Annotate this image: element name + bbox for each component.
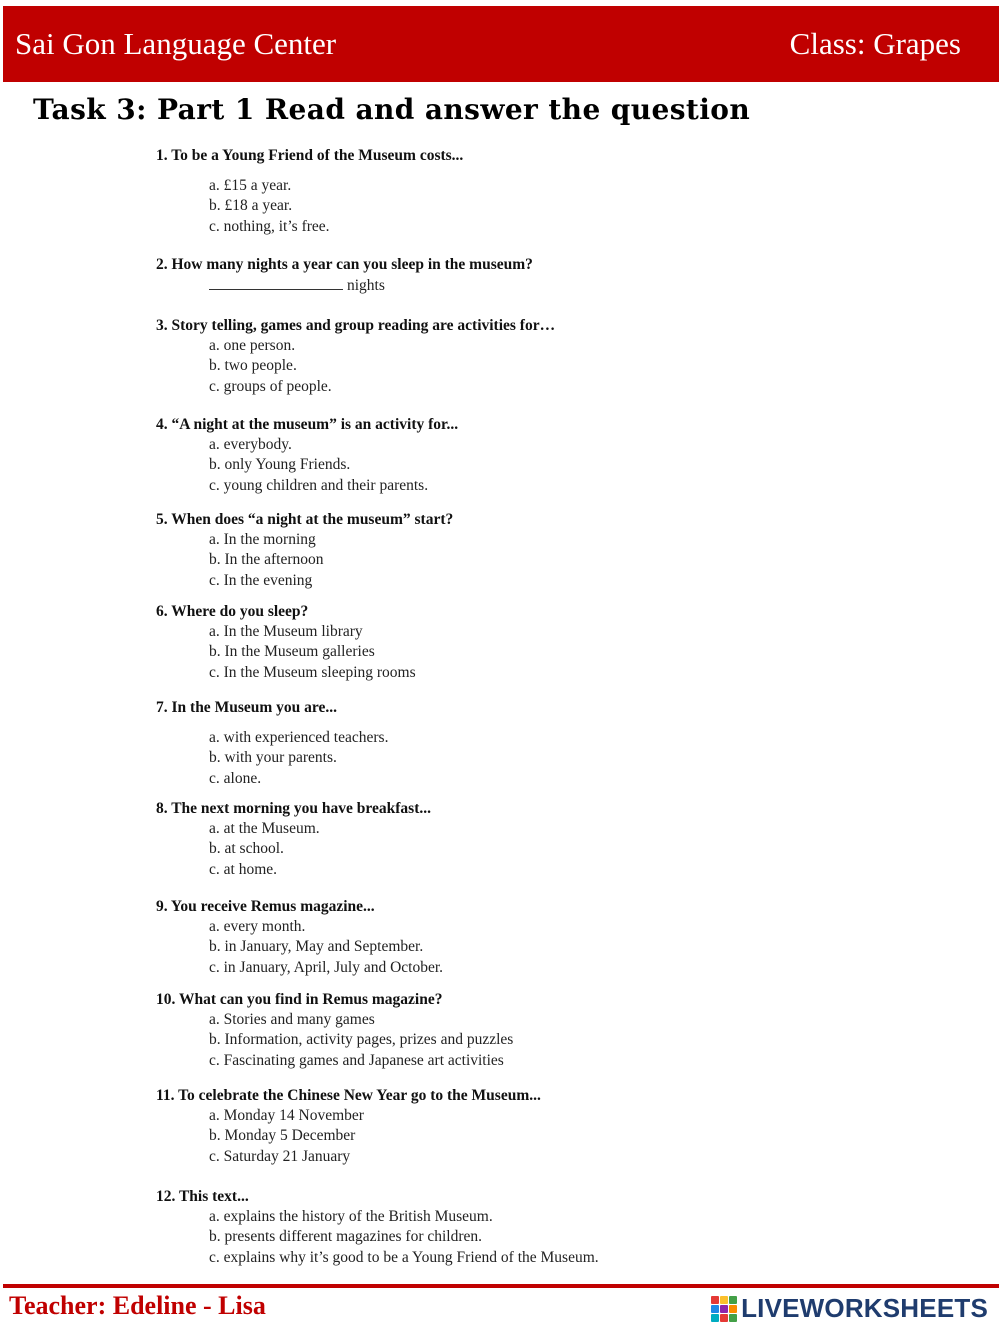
option-a[interactable]: a. Stories and many games	[209, 1011, 375, 1028]
question-text: 6. Where do you sleep?	[156, 603, 309, 620]
question-11	[156, 1086, 856, 1167]
question-text: 1. To be a Young Friend of the Museum costs...	[156, 147, 464, 164]
question-2	[156, 255, 856, 296]
logo-tile	[720, 1305, 728, 1313]
question-text: 12. This text...	[156, 1188, 249, 1205]
option-b[interactable]: b. presents different magazines for children.	[209, 1228, 483, 1246]
logo-tile	[711, 1296, 719, 1304]
question-7	[156, 698, 856, 789]
option-c[interactable]: c. Saturday 21 January	[209, 1147, 351, 1165]
question-text: 11. To celebrate the Chinese New Year go to the Museum...	[156, 1087, 541, 1104]
option-c[interactable]: c. explains why it’s good to be a Young Friend of the Museum.	[209, 1248, 599, 1266]
option-b[interactable]: b. Information, activity pages, prizes and puzzles	[209, 1031, 514, 1049]
options-list	[156, 917, 856, 978]
option-b[interactable]: b. In the Museum galleries	[209, 643, 375, 661]
liveworksheets-grid-icon	[711, 1296, 737, 1322]
options-list	[156, 622, 856, 683]
liveworksheets-wordmark: LIVEWORKSHEETS	[741, 1293, 988, 1323]
logo-tile	[729, 1296, 737, 1304]
options-list	[156, 1106, 856, 1167]
option-c[interactable]: c. in January, April, July and October.	[209, 958, 444, 976]
option-b[interactable]: b. only Young Friends.	[209, 456, 351, 474]
option-b[interactable]: b. two people.	[209, 357, 297, 375]
question-text: 10. What can you find in Remus magazine?	[156, 991, 443, 1008]
task-title: Task 3: Part 1 Read and answer the question	[33, 93, 751, 126]
options-list	[156, 728, 856, 789]
logo-tile	[729, 1305, 737, 1313]
question-text: 4. “A night at the museum” is an activity for...	[156, 416, 459, 433]
question-text: 7. In the Museum you are...	[156, 699, 337, 716]
option-c[interactable]: c. young children and their parents.	[209, 476, 429, 494]
logo-tile	[711, 1305, 719, 1313]
logo-tile	[711, 1314, 719, 1322]
option-a[interactable]: a. explains the history of the British Museum.	[209, 1208, 493, 1225]
option-c[interactable]: c. alone.	[209, 769, 262, 787]
options-list	[156, 1010, 856, 1071]
option-c[interactable]: c. nothing, it’s free.	[209, 217, 330, 235]
option-b[interactable]: b. in January, May and September.	[209, 938, 424, 956]
question-6	[156, 602, 856, 683]
question-4	[156, 415, 856, 496]
teacher-name: Teacher: Edeline - Lisa	[9, 1291, 266, 1320]
option-c[interactable]: c. Fascinating games and Japanese art activities	[209, 1051, 504, 1069]
liveworksheets-logo	[711, 1293, 988, 1324]
option-a[interactable]: a. Monday 14 November	[209, 1107, 364, 1124]
options-list	[156, 530, 856, 591]
logo-tile	[729, 1314, 737, 1322]
option-b[interactable]: b. In the afternoon	[209, 551, 324, 569]
options-list	[156, 176, 856, 237]
option-c[interactable]: c. In the evening	[209, 571, 313, 589]
question-text: 5. When does “a night at the museum” start?	[156, 511, 454, 528]
question-8	[156, 799, 856, 880]
option-a[interactable]: a. In the morning	[209, 531, 316, 548]
option-b[interactable]: b. £18 a year.	[209, 197, 293, 215]
question-text: 9. You receive Remus magazine...	[156, 898, 375, 915]
option-a[interactable]: a. at the Museum.	[209, 820, 320, 837]
answer-line	[156, 275, 856, 296]
option-a[interactable]: a. one person.	[209, 337, 296, 354]
school-name: Sai Gon Language Center	[15, 26, 337, 61]
question-12	[156, 1187, 856, 1268]
option-c[interactable]: c. at home.	[209, 860, 278, 878]
logo-tile	[720, 1296, 728, 1304]
option-a[interactable]: a. every month.	[209, 918, 306, 935]
option-c[interactable]: c. In the Museum sleeping rooms	[209, 663, 416, 681]
answer-suffix: nights	[347, 277, 385, 294]
option-a[interactable]: a. In the Museum library	[209, 623, 363, 640]
question-1	[156, 146, 856, 237]
question-3	[156, 316, 856, 397]
question-text: 2. How many nights a year can you sleep in the museum?	[156, 256, 533, 273]
question-10	[156, 990, 856, 1071]
option-a[interactable]: a. £15 a year.	[209, 177, 292, 194]
options-list	[156, 819, 856, 880]
question-text: 3. Story telling, games and group reading are activities for…	[156, 317, 556, 334]
class-label: Class: Grapes	[789, 26, 961, 61]
options-list	[156, 1207, 856, 1268]
option-b[interactable]: b. at school.	[209, 840, 284, 858]
options-list	[156, 435, 856, 496]
option-b[interactable]: b. with your parents.	[209, 749, 337, 767]
question-9	[156, 897, 856, 978]
answer-blank[interactable]	[209, 275, 343, 290]
footer-divider	[3, 1284, 999, 1288]
question-text: 8. The next morning you have breakfast...	[156, 800, 432, 817]
options-list	[156, 336, 856, 397]
header-bar	[3, 6, 999, 82]
option-a[interactable]: a. everybody.	[209, 436, 292, 453]
logo-tile	[720, 1314, 728, 1322]
question-5	[156, 510, 856, 591]
option-c[interactable]: c. groups of people.	[209, 377, 332, 395]
option-a[interactable]: a. with experienced teachers.	[209, 729, 389, 746]
option-b[interactable]: b. Monday 5 December	[209, 1127, 356, 1145]
